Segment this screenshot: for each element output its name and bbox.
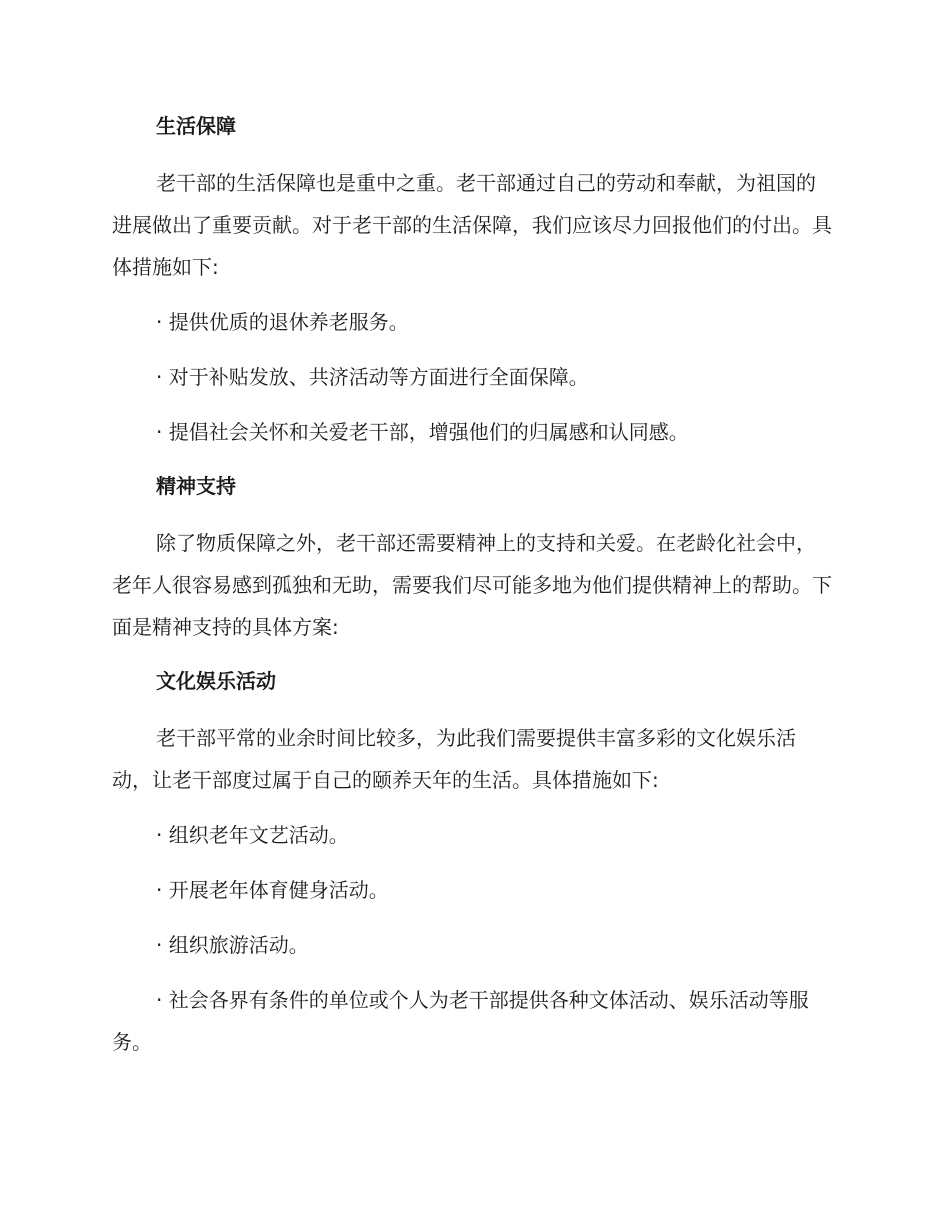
- section-paragraph-spiritual-support: 除了物质保障之外，老干部还需要精神上的支持和关爱。在老龄化社会中，老年人很容易感到孤独和无助，需要我们尽可能多地为他们提供精神上的帮助。下面是精神支持的具体方案:: [112, 531, 832, 639]
- list-item: · 社会各界有条件的单位或个人为老干部提供各种文体活动、娱乐活动等服务。: [112, 988, 809, 1054]
- list-item: · 开展老年体育健身活动。: [156, 878, 389, 902]
- list-item: · 组织旅游活动。: [156, 933, 309, 957]
- document-page: [112, 106, 832, 1063]
- list-item: · 提倡社会关怀和关爱老干部，增强他们的归属感和认同感。: [156, 420, 689, 444]
- section-paragraph-cultural-activities: 老干部平常的业余时间比较多，为此我们需要提供丰富多彩的文化娱乐活动，让老干部度过属于自己的颐养天年的生活。具体措施如下:: [112, 726, 796, 792]
- list-item: · 提供优质的退休养老服务。: [156, 310, 409, 334]
- section-paragraph-living-security: 老干部的生活保障也是重中之重。老干部通过自己的劳动和奉献，为祖国的进展做出了重要贡献。对于老干部的生活保障，我们应该尽力回报他们的付出。具体措施如下:: [112, 171, 832, 279]
- list-item: · 对于补贴发放、共济活动等方面进行全面保障。: [156, 365, 589, 389]
- section-heading-living-security: 生活保障: [156, 114, 236, 138]
- section-heading-cultural-activities: 文化娱乐活动: [156, 669, 276, 693]
- section-heading-spiritual-support: 精神支持: [156, 474, 236, 498]
- list-item: · 组织老年文艺活动。: [156, 823, 349, 847]
